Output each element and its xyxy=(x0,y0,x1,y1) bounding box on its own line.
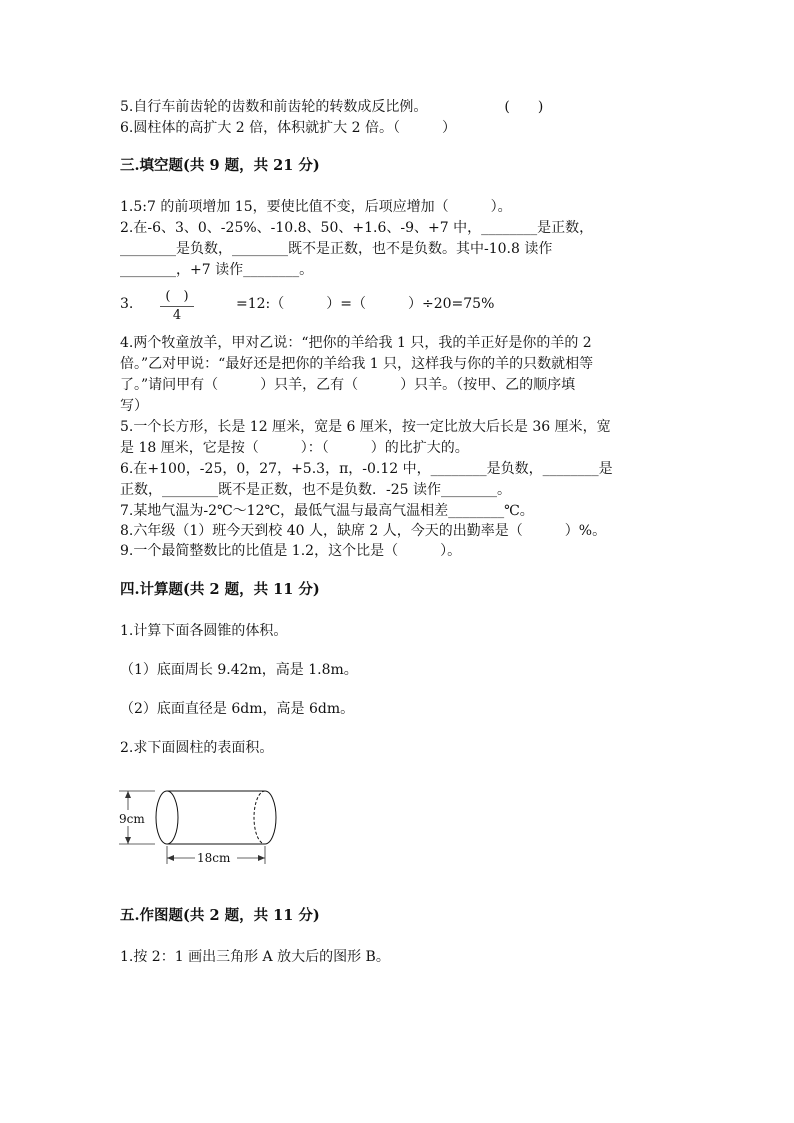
calc-item-2: 2.求下面圆柱的表面积。 xyxy=(120,740,274,756)
cylinder-right-front xyxy=(265,791,276,844)
fraction-numerator: ( ) xyxy=(160,289,194,307)
fill-item-2-line-1: 2.在-6、3、0、-25%、-10.8、50、+1.6、-9、+7 中，________是正数， xyxy=(120,220,594,236)
judge-item-6: 6.圆柱体的高扩大 2 倍，体积就扩大 2 倍。（ ） xyxy=(120,120,456,136)
section-4-heading: 四.计算题(共 2 题，共 11 分) xyxy=(120,581,320,598)
fill-item-2-line-3: ________，+7 读作________。 xyxy=(120,262,314,278)
cylinder-left-face xyxy=(156,791,178,844)
section-3-heading: 三.填空题(共 9 题，共 21 分) xyxy=(120,157,320,174)
fill-item-6-line-1: 6.在+100，-25，0，27，+5.3，π，-0.12 中，________是负数，________是 xyxy=(120,461,613,477)
calc-item-1-part-1: （1）底面周长 9.42m，高是 1.8m。 xyxy=(120,662,358,678)
section-5-heading: 五.作图题(共 2 题，共 11 分) xyxy=(120,907,320,924)
fill-item-6-line-2: 正数，________既不是正数，也不是负数．-25 读作________。 xyxy=(120,482,511,498)
height-arrow-up xyxy=(125,791,131,798)
fill-item-3-fraction xyxy=(160,289,194,324)
fill-item-2-line-2: ________是负数，________既不是正数，也不是负数。其中-10.8 读作 xyxy=(120,241,553,257)
fill-item-9: 9.一个最简整数比的比值是 1.2，这个比是（ ）。 xyxy=(120,543,462,559)
fill-item-4-line-1: 4.两个牧童放羊，甲对乙说：“把你的羊给我 1 只，我的羊正好是你的羊的 2 xyxy=(120,335,592,351)
fill-item-5-line-2: 是 18 厘米，它是按（ ）：（ ）的比扩大的。 xyxy=(120,440,469,456)
height-label: 9cm xyxy=(119,812,145,826)
fill-item-7: 7.某地气温为-2℃～12℃，最低气温与最高气温相差________℃。 xyxy=(120,503,534,519)
fill-item-4-line-3: 了。”请问甲有（ ）只羊，乙有（ ）只羊。（按甲、乙的顺序填 xyxy=(120,377,576,393)
fill-item-8: 8.六年级（1）班今天到校 40 人，缺席 2 人，今天的出勤率是（ ）%。 xyxy=(120,523,607,539)
cylinder-right-hidden xyxy=(254,791,265,844)
judge-item-5: 5.自行车前齿轮的齿数和前齿轮的转数成反比例。 ( ) xyxy=(120,99,544,115)
calc-item-1-part-2: （2）底面直径是 6dm，高是 6dm。 xyxy=(120,701,355,717)
length-arrow-left xyxy=(167,855,174,861)
fill-item-5-line-1: 5.一个长方形，长是 12 厘米，宽是 6 厘米，按一定比放大后长是 36 厘米，宽 xyxy=(120,419,611,435)
calc-item-1: 1.计算下面各圆锥的体积。 xyxy=(120,623,288,639)
cylinder-figure xyxy=(115,780,285,870)
length-label: 18cm xyxy=(197,851,231,865)
fill-item-4-line-4: 写） xyxy=(120,398,148,414)
height-arrow-down xyxy=(125,837,131,844)
fraction-denominator: 4 xyxy=(172,308,182,323)
fill-item-4-line-2: 倍。”乙对甲说：“最好还是把你的羊给我 1 只，这样我与你的羊的只数就相等 xyxy=(120,356,594,372)
fill-item-3-number: 3. xyxy=(120,296,134,312)
fill-item-3-equation: =12:（ ）=（ ）÷20=75% xyxy=(236,296,495,312)
draw-item-1: 1.按 2：1 画出三角形 A 放大后的图形 B。 xyxy=(120,949,390,965)
fill-item-1: 1.5:7 的前项增加 15，要使比值不变，后项应增加（ ）。 xyxy=(120,199,512,215)
length-arrow-right xyxy=(258,855,265,861)
